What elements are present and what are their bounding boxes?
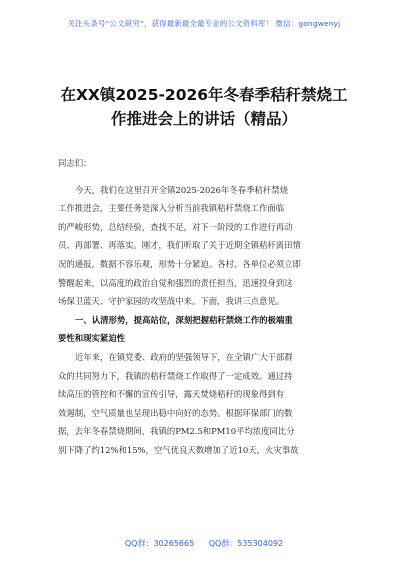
- qq-group-1: QQ群：30265665: [124, 539, 195, 548]
- text-line: 今天，我们在这里召开全镇2025-2026年冬春季秸秆禁烧: [75, 184, 288, 195]
- paragraph-intro: [58, 181, 364, 311]
- document-body: [58, 154, 364, 460]
- text-line: 众的共同努力下，我镇的秸秆禁烧工作取得了一定成效。通过持: [58, 370, 293, 381]
- text-line: 别下降了约12%和15%，空气优良天数增加了近10天，火灾事故: [58, 444, 299, 455]
- document-title: [30, 83, 378, 131]
- text-line: 近年来，在镇党委、政府的坚强领导下，在全镇广大干部群: [75, 351, 293, 362]
- text-line: 警醒起来，以高度的政治自觉和强烈的责任担当，迅速投身到这: [58, 277, 293, 288]
- footer-banner: [0, 538, 408, 549]
- text-line: 场保卫蓝天、守护家园的攻坚战中来。下面，我讲三点意见。: [58, 296, 285, 307]
- heading-line: 要性和现实紧迫性: [58, 333, 125, 344]
- title-line: 作推进会上的讲话（精品）: [110, 110, 297, 128]
- paragraph-situation: [58, 348, 364, 460]
- section-heading-1: [58, 311, 364, 348]
- text-line: 员、再部署、再落实。刚才，我们听取了关于近期全镇秸秆离田情: [58, 240, 301, 251]
- text-line: 工作推进会，主要任务是深入分析当前我镇秸秆禁烧工作面临: [58, 203, 285, 214]
- text-line: 的严峻形势，总结经验，查找不足，对下一阶段的工作进行再动: [58, 221, 293, 232]
- text-line: 况的通报，数据不容乐观，形势十分紧迫。各村、各单位必须立即: [58, 258, 301, 269]
- text-line: 效遏制，空气质量也呈现出稳中向好的态势。根据环保部门的数: [58, 407, 293, 418]
- salutation: 同志们：: [58, 158, 92, 168]
- qq-group-2: QQ群：535304092: [208, 539, 284, 548]
- text-line: 据，去年冬春禁烧期间，我镇的PM2.5和PM10平均浓度同比分: [58, 426, 295, 437]
- header-banner: 关注头条号“公文研究”，获得最新最全最专业的公文资料库！ 微信：gongwenyj: [67, 19, 341, 28]
- title-line: 在XX镇2025-2026年冬春季秸秆禁烧工: [60, 86, 348, 104]
- heading-line: 一、认清形势，提高站位，深刻把握秸秆禁烧工作的极端重: [75, 314, 293, 325]
- text-line: 续高压的管控和不懈的宣传引导，露天焚烧秸秆的现象得到有: [58, 389, 285, 400]
